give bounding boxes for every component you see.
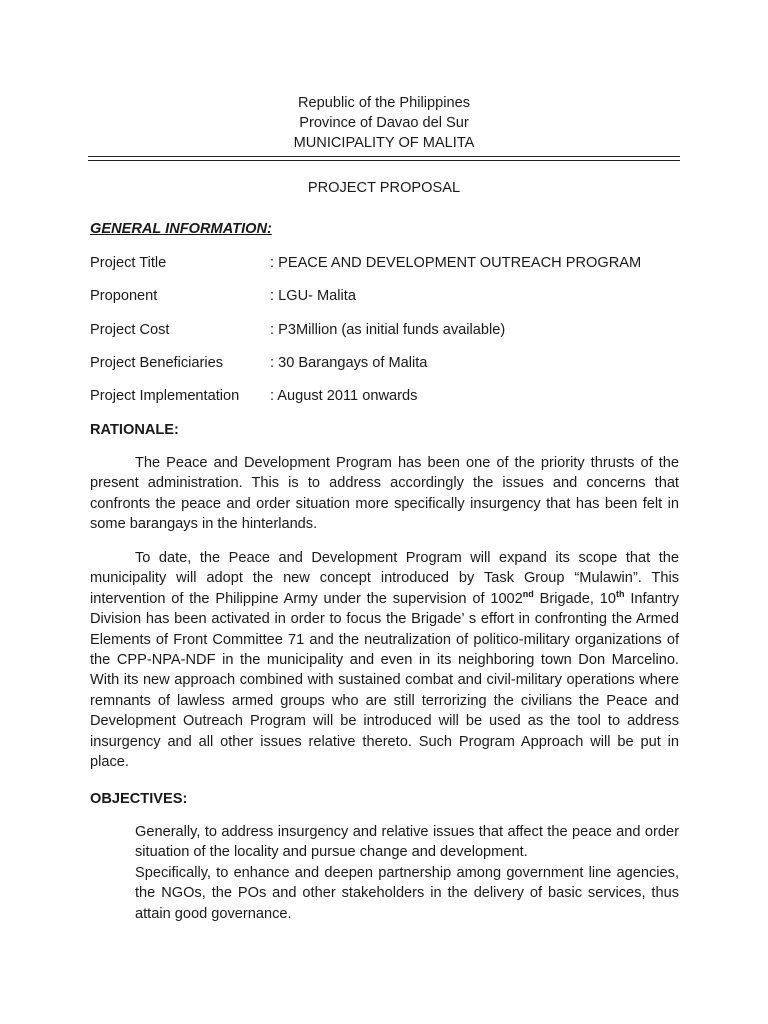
- info-label: Proponent: [90, 288, 158, 304]
- info-label: Project Cost: [90, 322, 170, 338]
- info-row-beneficiaries: [90, 353, 680, 373]
- info-value: : PEACE AND DEVELOPMENT OUTREACH PROGRAM: [270, 255, 642, 271]
- header-country: Republic of the Philippines: [298, 95, 470, 111]
- info-value: : LGU- Malita: [270, 288, 356, 304]
- document-title: PROJECT PROPOSAL: [307, 180, 461, 196]
- general-information-heading: GENERAL INFORMATION:: [90, 221, 272, 237]
- header-rule-top: [88, 156, 680, 157]
- paragraph-text: Brigade, 10: [533, 590, 617, 607]
- info-label: Project Beneficiaries: [90, 355, 224, 371]
- info-value: : P3Million (as initial funds available): [270, 322, 506, 338]
- info-value: : 30 Barangays of Malita: [270, 355, 428, 371]
- info-row-implementation: [90, 386, 680, 406]
- rationale-paragraph-1: The Peace and Development Program has been one of the priority thrusts of the present administration. This is to address accordingly the issues and concerns that confronts the peace and order situation more specifically insurgency that has been felt in some barangays in the hinterlands.: [90, 455, 679, 533]
- info-row-project-title: [90, 253, 680, 273]
- superscript: nd: [522, 588, 534, 599]
- info-value: : August 2011 onwards: [270, 388, 418, 404]
- info-row-project-cost: [90, 320, 680, 340]
- superscript: th: [616, 588, 625, 599]
- rationale-paragraph-2: [90, 548, 679, 772]
- header-province: Province of Davao del Sur: [299, 115, 469, 131]
- header-rule-bottom: [88, 160, 680, 161]
- objectives-heading: OBJECTIVES:: [90, 791, 188, 807]
- info-row-proponent: [90, 286, 680, 306]
- objective-item: Specifically, to enhance and deepen partnership among government line agencies, the NGOs, the POs and other stakeholders in the delivery of basic services, thus attain good governance.: [135, 865, 679, 922]
- paragraph-text: Infantry Division has been activated in order to focus the Brigade’ s effort in confronting the Armed Elements of Front Committee 71 and the neutralization of politico-military organizations of the CPP-NPA-NDF in the municipality and even in its neighboring town Don Marcelino. With its new approach combined with sustained combat and civil-military operations where remnants of lawless armed groups who are still terrorizing the civilians the Peace and Development Outreach Program will be introduced will be used as the tool to address insurgency and all other issues relative thereto. Such Program Approach will be put in place.: [90, 590, 679, 771]
- header-municipality: MUNICIPALITY OF MALITA: [293, 135, 475, 151]
- info-label: Project Implementation: [90, 388, 240, 404]
- letterhead: [0, 93, 768, 153]
- objective-item: Generally, to address insurgency and relative issues that affect the peace and order situation of the locality and pursue change and development.: [135, 824, 679, 861]
- info-label: Project Title: [90, 255, 167, 271]
- paragraph-text: To date, the Peace and Development Program will expand its scope that the municipality will adopt the new concept introduced by Task Group “Mulawin”. This intervention of the Philippine Army under the supervision of 1002: [90, 550, 679, 607]
- rationale-heading: RATIONALE:: [90, 422, 179, 438]
